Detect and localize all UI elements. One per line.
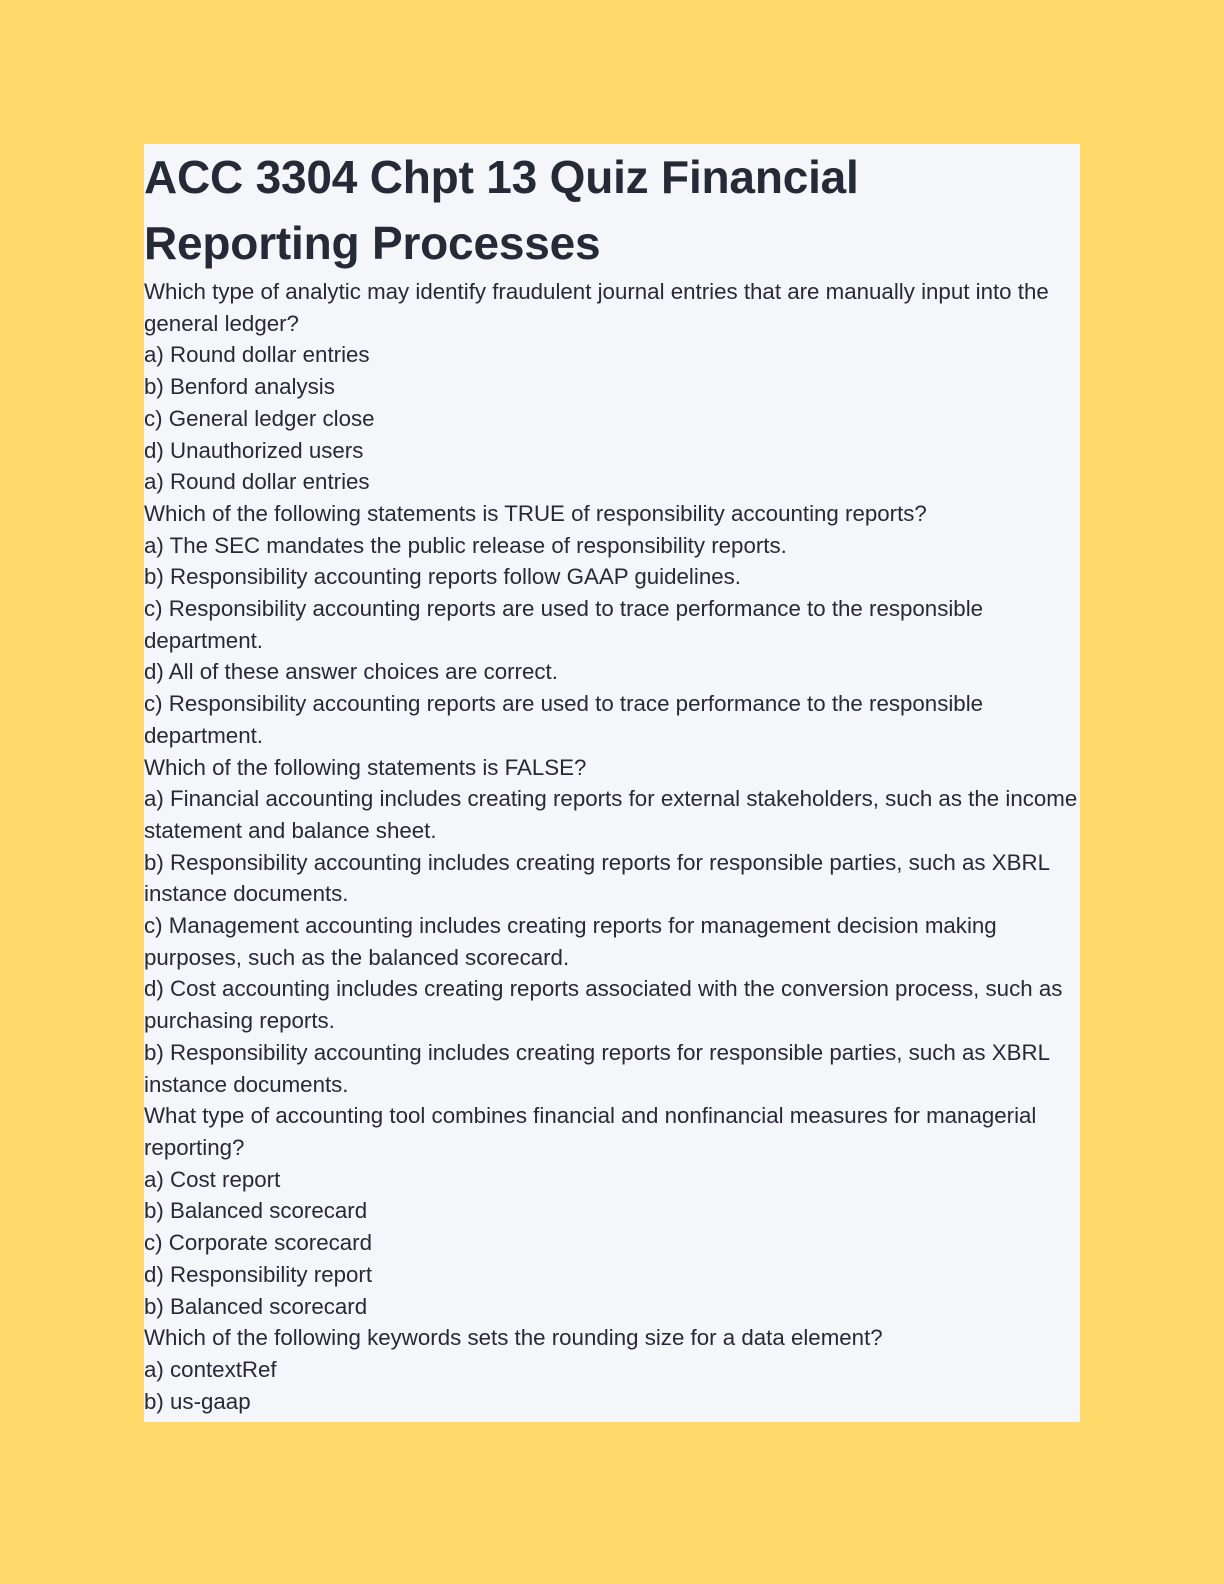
question-5: Which of the following keywords sets the rounding size for a data element? (144, 1325, 883, 1351)
question-2-option-b: b) Responsibility accounting reports follow GAAP guidelines. (144, 564, 741, 590)
question-3-option-d: d) Cost accounting includes creating reports associated with the conversion process, such as purchasing reports. (144, 976, 1063, 1034)
question-1-option-b: b) Benford analysis (144, 374, 335, 400)
question-1-option-c: c) General ledger close (144, 405, 375, 431)
question-2-answer: c) Responsibility accounting reports are used to trace performance to the responsible department. (144, 691, 984, 748)
question-3-option-c: c) Management accounting includes creating reports for management decision making purposes, such as the balanced scorecard. (144, 913, 997, 970)
question-4-answer: b) Balanced scorecard (144, 1293, 368, 1319)
question-2-option-a: a) The SEC mandates the public release of responsibility reports. (144, 532, 787, 558)
question-4-option-a: a) Cost report (144, 1166, 281, 1192)
document-title: ACC 3304 Chpt 13 Quiz Financial Reporting Processes (144, 151, 859, 269)
question-1-option-a: a) Round dollar entries (144, 342, 370, 368)
quiz-content (144, 276, 1080, 1417)
question-2: Which of the following statements is TRUE of responsibility accounting reports? (144, 500, 927, 526)
question-3-answer: b) Responsibility accounting includes creating reports for responsible parties, such as XBRL instance documents. (144, 1039, 1050, 1097)
question-2-option-c: c) Responsibility accounting reports are used to trace performance to the responsible department. (144, 596, 984, 653)
question-5-option-a: a) contextRef (144, 1356, 277, 1382)
question-1-answer: a) Round dollar entries (144, 469, 370, 495)
question-3-option-b: b) Responsibility accounting includes creating reports for responsible parties, such as XBRL instance documents. (144, 849, 1050, 907)
question-3: Which of the following statements is FALSE? (144, 754, 587, 780)
question-3-option-a: a) Financial accounting includes creating reports for external stakeholders, such as the income statement and balance sheet. (144, 786, 1078, 843)
question-5-option-b: b) us-gaap (144, 1388, 251, 1414)
question-4-option-c: c) Corporate scorecard (144, 1230, 373, 1256)
question-4-option-d: d) Responsibility report (144, 1261, 373, 1287)
document-page (144, 144, 1080, 1422)
question-2-option-d: d) All of these answer choices are correct. (144, 659, 558, 685)
question-1: Which type of analytic may identify fraudulent journal entries that are manually input into the general ledger? (144, 279, 1049, 336)
question-1-option-d: d) Unauthorized users (144, 437, 364, 463)
question-4-option-b: b) Balanced scorecard (144, 1198, 368, 1224)
question-4: What type of accounting tool combines financial and nonfinancial measures for managerial reporting? (144, 1103, 1037, 1160)
